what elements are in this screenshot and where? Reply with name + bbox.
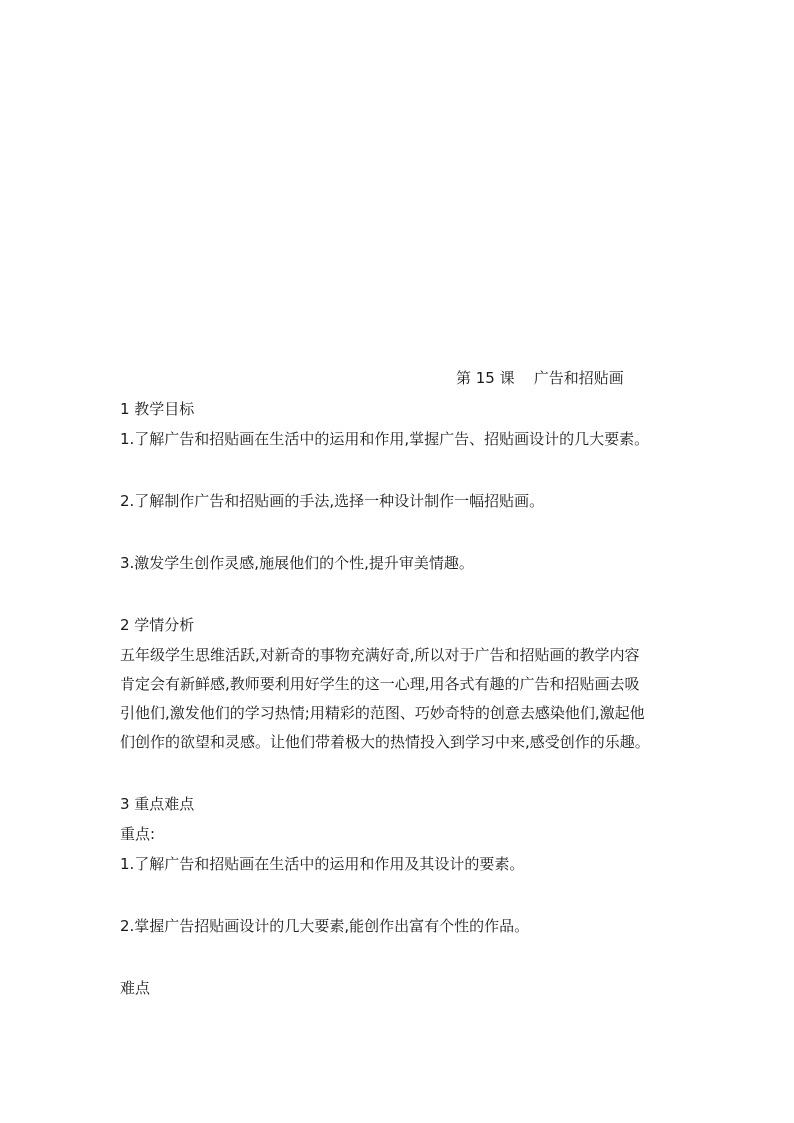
- focus-item: 2.掌握广告招贴画设计的几大要素,能创作出富有个性的作品。: [120, 917, 530, 935]
- paragraph-line: 五年级学生思维活跃,对新奇的事物充满好奇,所以对于广告和招贴画的教学内容: [120, 646, 640, 664]
- section-heading-key-points: 3 重点难点: [120, 795, 195, 813]
- objective-item: 3.激发学生创作灵感,施展他们的个性,提升审美情趣。: [120, 554, 474, 572]
- objective-item: 1.了解广告和招贴画在生活中的运用和作用,掌握广告、招贴画设计的几大要素。: [120, 430, 650, 448]
- paragraph-line: 们创作的欲望和灵感。让他们带着极大的热情投入到学习中来,感受创作的乐趣。: [120, 733, 650, 751]
- objective-item: 2.了解制作广告和招贴画的手法,选择一种设计制作一幅招贴画。: [120, 492, 545, 510]
- focus-label: 重点:: [120, 825, 156, 843]
- lesson-title: 第 15 课 广告和招贴画: [456, 369, 624, 387]
- section-heading-analysis: 2 学情分析: [120, 616, 195, 634]
- paragraph-line: 肯定会有新鲜感,教师要利用好学生的这一心理,用各式有趣的广告和招贴画去吸: [120, 675, 640, 693]
- paragraph-line: 引他们,激发他们的学习热情;用精彩的范图、巧妙奇特的创意去感染他们,激起他: [120, 704, 645, 722]
- difficulty-label: 难点: [120, 979, 151, 997]
- document-body: [120, 399, 676, 998]
- section-heading-objectives: 1 教学目标: [120, 400, 195, 418]
- analysis-paragraph: [120, 645, 676, 752]
- focus-item: 1.了解广告和招贴画在生活中的运用和作用及其设计的要素。: [120, 855, 525, 873]
